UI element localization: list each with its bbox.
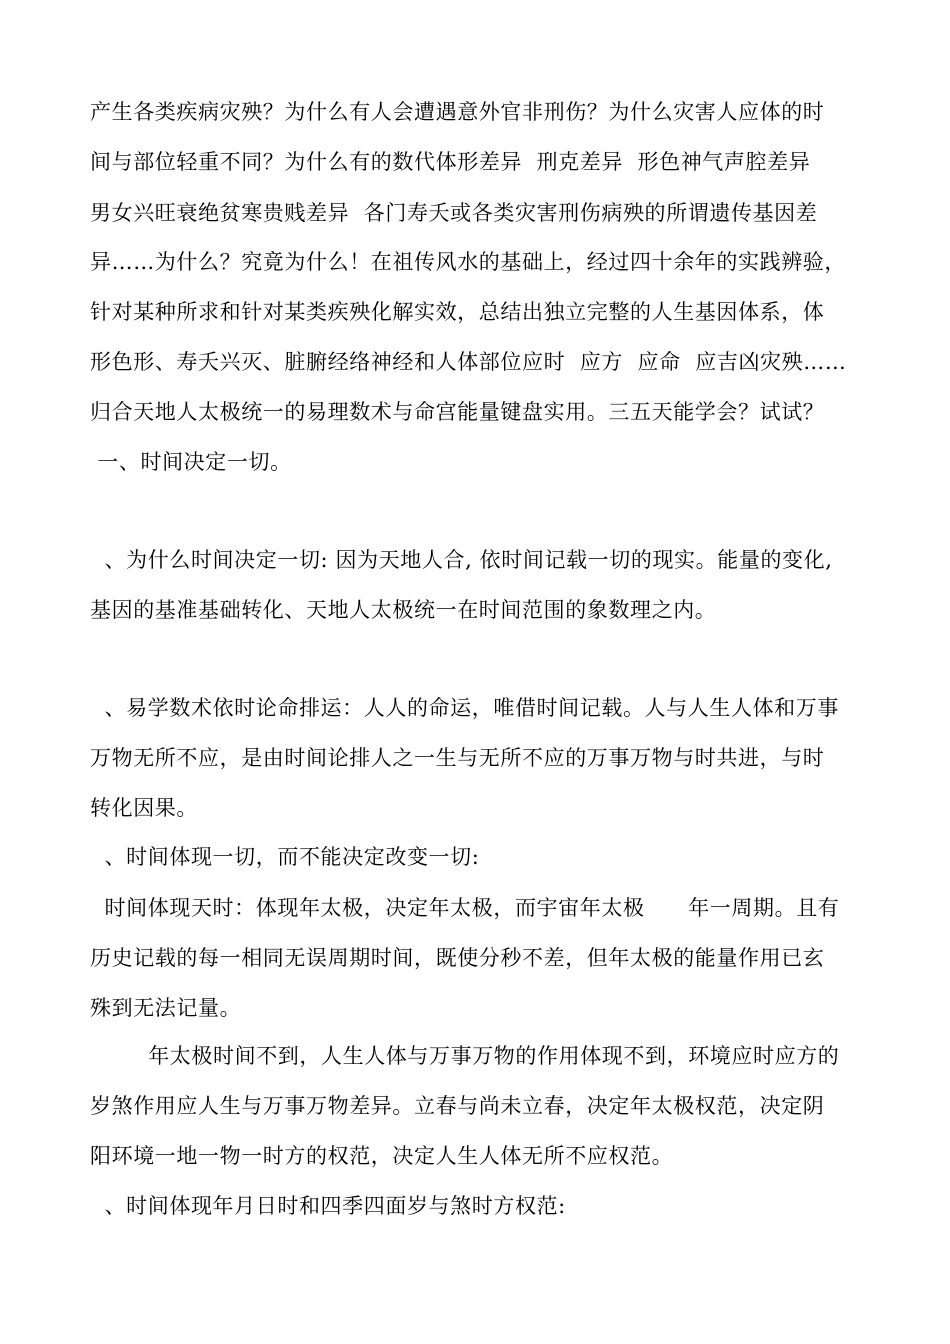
intro-line-5: 针对某种所求和针对某类疾殃化解实效，总结出独立完整的人生基因体系，体 — [90, 300, 825, 324]
para3-heading: 、时间体现一切，而不能决定改变一切: — [90, 845, 480, 869]
intro-line-1: 产生各类疾病灾殃？为什么有人会遭遇意外官非刑伤？为什么灾害人应体的时 — [90, 100, 825, 124]
para5-heading: 、时间体现年月日时和四季四面岁与煞时方权范: — [90, 1194, 566, 1218]
para2-line-3: 转化因果。 — [90, 796, 198, 820]
para4-line-2: 岁煞作用应人生与万事万物差异。立春与尚未立春，决定年太极权范，决定阴 — [90, 1094, 825, 1118]
intro-line-7: 归合天地人太极统一的易理数术与命宫能量键盘实用。三五天能学会？试试？ — [90, 400, 825, 424]
section-heading: 一、时间决定一切。 — [90, 450, 292, 474]
para4-line-3: 阳环境一地一物一时方的权范，决定人生人体无所不应权范。 — [90, 1144, 674, 1168]
intro-line-3: 男女兴旺衰绝贫寒贵贱差异 各门寿夭或各类灾害刑伤病殃的所谓遗传基因差 — [90, 201, 818, 225]
para2-line-1: 、易学数术依时论命排运：人人的命运，唯借时间记载。人与人生人体和万事 — [90, 696, 839, 720]
para1-line-1: 、为什么时间决定一切: 因为天地人合, 依时间记载一切的现实。能量的变化, — [90, 548, 833, 572]
intro-line-6: 形色形、寿夭兴灭、脏腑经络神经和人体部位应时 应方 应命 应吉凶灾殃…… — [90, 350, 847, 374]
para3-line-2: 历史记载的每一相同无误周期时间，既使分秒不差，但年太极的能量作用已玄 — [90, 946, 825, 970]
para2-line-2: 万物无所不应，是由时间论排人之一生与无所不应的万事万物与时共进，与时 — [90, 746, 825, 770]
intro-line-4: 异……为什么？究竟为什么！在祖传风水的基础上，经过四十余年的实践辨验， — [90, 250, 846, 274]
para3-line-3: 殊到无法记量。 — [90, 996, 242, 1020]
para3-line-1: 时间体现天时：体现年太极，决定年太极，而宇宙年太极 年一周期。且有 — [90, 896, 840, 920]
para1-line-2: 基因的基准基础转化、天地人太极统一在时间范围的象数理之内。 — [90, 598, 717, 622]
para4-line-1: 年太极时间不到，人生人体与万事万物的作用体现不到，环境应时应方的 — [90, 1044, 840, 1068]
intro-line-2: 间与部位轻重不同？为什么有的数代体形差异 刑克差异 形色神气声腔差异 — [90, 150, 811, 174]
